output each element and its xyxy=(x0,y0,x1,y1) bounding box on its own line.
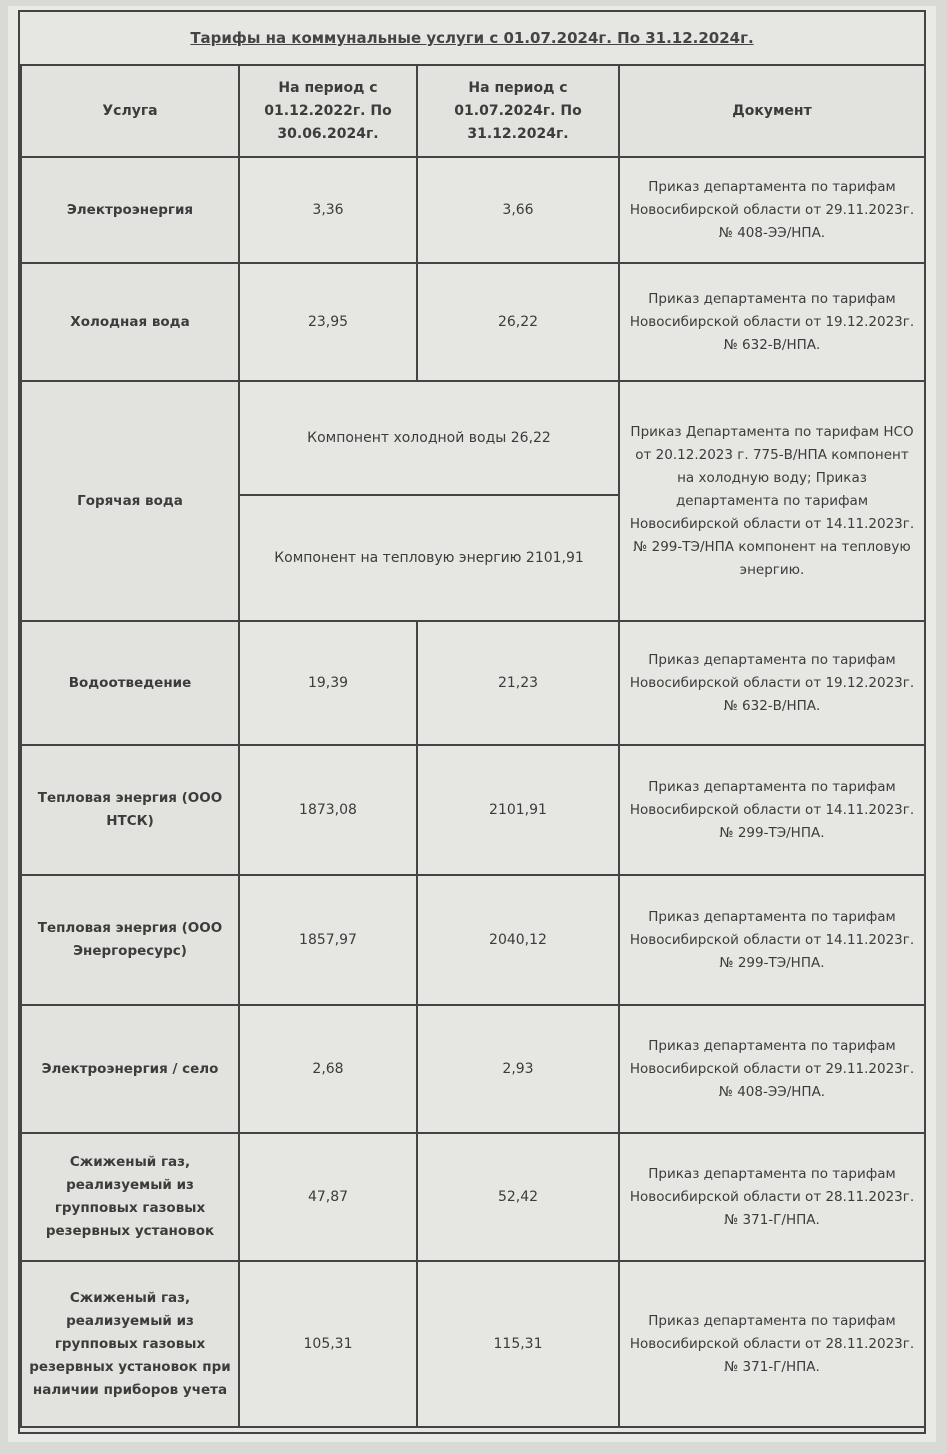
service-cell: Сжиженый газ, реализуемый из групповых газовых резервных установок при наличии приборов учета xyxy=(21,1261,239,1427)
cold-water-component: Компонент холодной воды 26,22 xyxy=(239,381,619,495)
document-sheet xyxy=(8,6,936,1442)
document-cell: Приказ департамента по тарифам Новосибирской области от 19.12.2023г. № 632-В/НПА. xyxy=(619,263,925,381)
table-header-row xyxy=(21,65,925,157)
tariff-period-1: 2,68 xyxy=(239,1005,417,1133)
heat-energy-component: Компонент на тепловую энергию 2101,91 xyxy=(239,495,619,621)
document-cell: Приказ департамента по тарифам Новосибирской области от 19.12.2023г. № 632-В/НПА. xyxy=(619,621,925,745)
tariff-period-2: 115,31 xyxy=(417,1261,619,1427)
header-document: Документ xyxy=(619,65,925,157)
table-row xyxy=(21,1005,925,1133)
table-row xyxy=(21,157,925,263)
document-cell: Приказ департамента по тарифам Новосибирской области от 14.11.2023г. № 299-ТЭ/НПА. xyxy=(619,745,925,875)
document-cell: Приказ департамента по тарифам Новосибирской области от 28.11.2023г. № 371-Г/НПА. xyxy=(619,1133,925,1261)
tariff-period-2: 26,22 xyxy=(417,263,619,381)
tariff-period-2: 2,93 xyxy=(417,1005,619,1133)
service-cell: Тепловая энергия (ООО НТСК) xyxy=(21,745,239,875)
tariff-period-2: 3,66 xyxy=(417,157,619,263)
header-period-1: На период с 01.12.2022г. По 30.06.2024г. xyxy=(239,65,417,157)
tariff-period-2: 2040,12 xyxy=(417,875,619,1005)
tariff-table xyxy=(20,64,926,1428)
tariff-period-1: 105,31 xyxy=(239,1261,417,1427)
tariff-period-1: 47,87 xyxy=(239,1133,417,1261)
tariff-period-1: 1857,97 xyxy=(239,875,417,1005)
table-row xyxy=(21,621,925,745)
tariff-period-2: 2101,91 xyxy=(417,745,619,875)
tariff-period-2: 52,42 xyxy=(417,1133,619,1261)
service-cell: Водоотведение xyxy=(21,621,239,745)
table-row xyxy=(21,263,925,381)
table-row xyxy=(21,745,925,875)
tariff-period-1: 3,36 xyxy=(239,157,417,263)
page-title: Тарифы на коммунальные услуги с 01.07.2024г. По 31.12.2024г. xyxy=(190,29,754,47)
document-cell: Приказ департамента по тарифам Новосибирской области от 14.11.2023г. № 299-ТЭ/НПА. xyxy=(619,875,925,1005)
service-cell: Холодная вода xyxy=(21,263,239,381)
service-cell: Тепловая энергия (ООО Энергоресурс) xyxy=(21,875,239,1005)
service-cell: Сжиженый газ, реализуемый из групповых газовых резервных установок xyxy=(21,1133,239,1261)
service-cell: Электроэнергия / село xyxy=(21,1005,239,1133)
header-period-2: На период с 01.07.2024г. По 31.12.2024г. xyxy=(417,65,619,157)
header-service: Услуга xyxy=(21,65,239,157)
document-cell: Приказ Департамента по тарифам НСО от 20.12.2023 г. 775-В/НПА компонент на холодную воду; Приказ департамента по тарифам Новосибирской области от 14.11.2023г. № 299-ТЭ/НПА компонент на тепловую энергию. xyxy=(619,381,925,621)
document-frame xyxy=(18,10,926,1434)
document-cell: Приказ департамента по тарифам Новосибирской области от 29.11.2023г. № 408-ЭЭ/НПА. xyxy=(619,1005,925,1133)
service-cell: Электроэнергия xyxy=(21,157,239,263)
tariff-period-2: 21,23 xyxy=(417,621,619,745)
service-cell: Горячая вода xyxy=(21,381,239,621)
table-row-hot-water xyxy=(21,381,925,495)
document-cell: Приказ департамента по тарифам Новосибирской области от 28.11.2023г. № 371-Г/НПА. xyxy=(619,1261,925,1427)
document-cell: Приказ департамента по тарифам Новосибирской области от 29.11.2023г. № 408-ЭЭ/НПА. xyxy=(619,157,925,263)
tariff-period-1: 19,39 xyxy=(239,621,417,745)
table-row xyxy=(21,1261,925,1427)
tariff-period-1: 1873,08 xyxy=(239,745,417,875)
tariff-period-1: 23,95 xyxy=(239,263,417,381)
table-row xyxy=(21,1133,925,1261)
table-row xyxy=(21,875,925,1005)
